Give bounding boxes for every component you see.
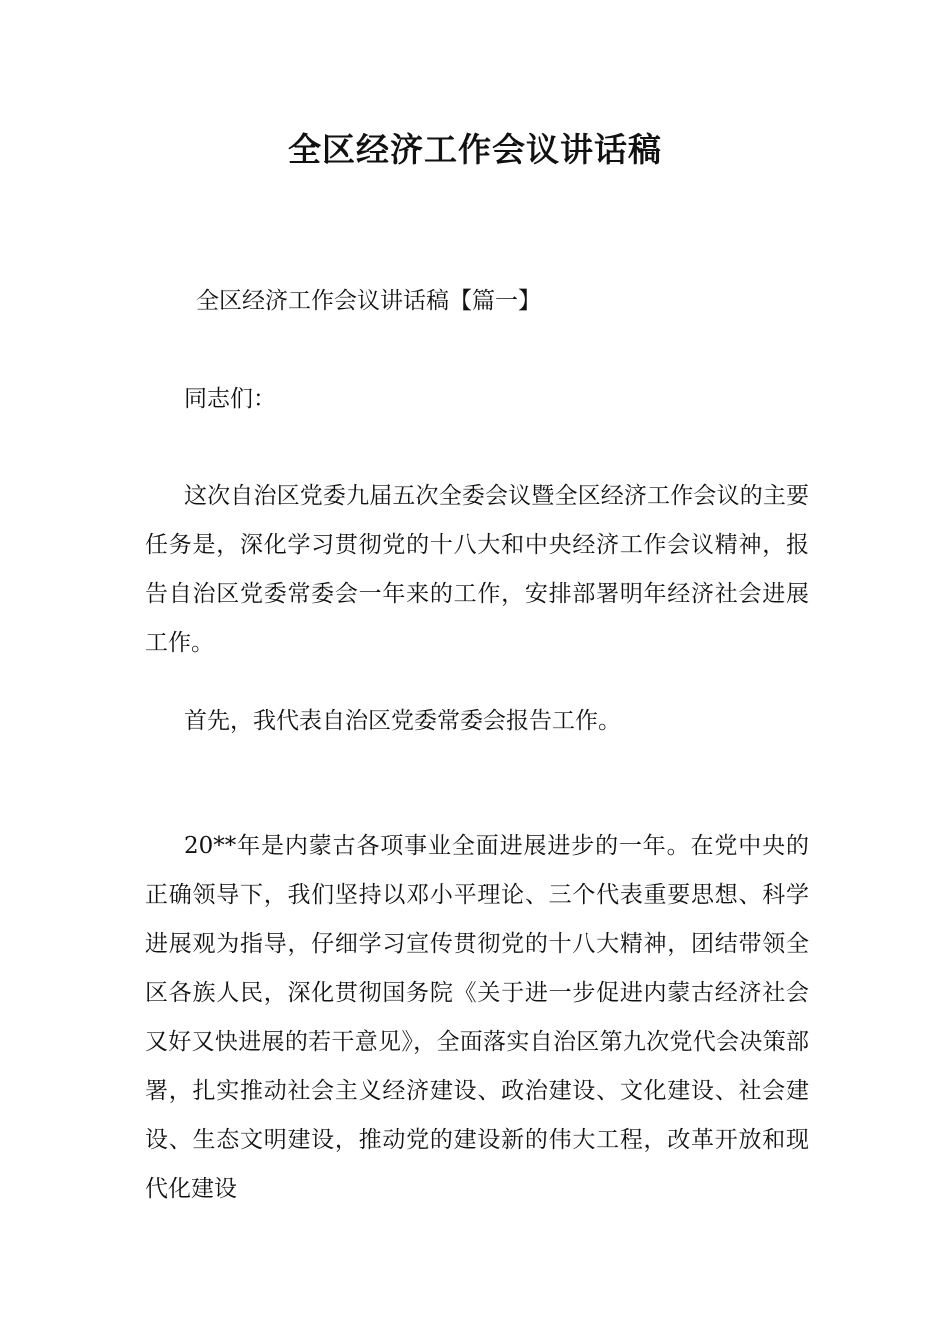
document-title: 全区经济工作会议讲话稿 bbox=[288, 130, 662, 169]
salutation: 同志们： bbox=[184, 386, 276, 412]
section-heading: 全区经济工作会议讲话稿【篇一】 bbox=[196, 288, 541, 314]
paragraph-1: 这次自治区党委九届五次全委会议暨全区经济工作会议的主要任务是，深化学习贯彻党的十八大和中央经济工作会议精神，报告自治区党委常委会一年来的工作，安排部署明年经济社会进展工作。 bbox=[145, 483, 809, 656]
paragraph-2: 首先，我代表自治区党委常委会报告工作。 bbox=[184, 708, 621, 734]
paragraph-3: 20**年是内蒙古各项事业全面进展进步的一年。在党中央的正确领导下，我们坚持以邓小平理论、三个代表重要思想、科学进展观为指导，仔细学习宣传贯彻党的十八大精神，团结带领全区各族人民，深化贯彻国务院《关于进一步促进内蒙古经济社会又好又快进展的若干意见》，全面落实自治区第九次党代会决策部署，扎实推动社会主义经济建设、政治建设、文化建设、社会建设、生态文明建设，推动党的建设新的伟大工程，改革开放和现代化建设 bbox=[145, 833, 809, 1202]
